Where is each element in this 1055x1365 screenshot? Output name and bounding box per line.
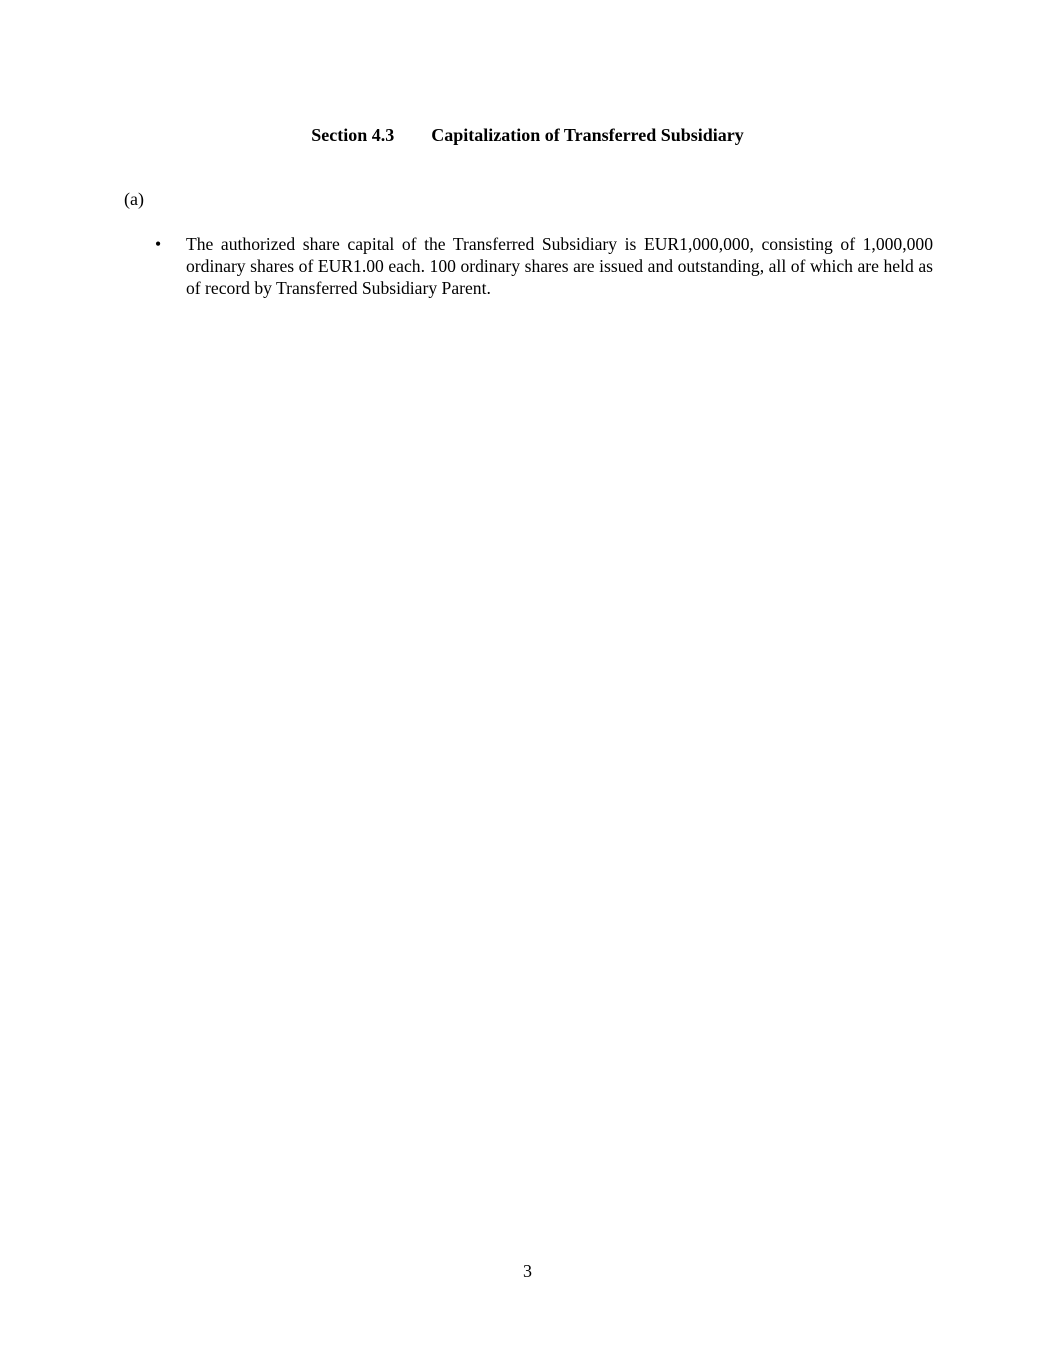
item-label: (a) — [124, 189, 144, 209]
bullet-list — [155, 233, 933, 299]
section-heading — [0, 124, 1055, 146]
section-title: Capitalization of Transferred Subsidiary — [431, 125, 744, 145]
section-number: Section 4.3 — [311, 125, 395, 145]
page-number: 3 — [523, 1261, 532, 1281]
bullet-icon: • — [155, 234, 162, 254]
bullet-text: The authorized share capital of the Transferred Subsidiary is EUR1,000,000, consisting of 1,000,000 ordinary shares of EUR1.00 each. 100 ordinary shares are issued and outstanding, all of which are held as of record by Transferred Subsidiary Parent. — [186, 234, 933, 298]
bullet-item — [155, 233, 933, 299]
